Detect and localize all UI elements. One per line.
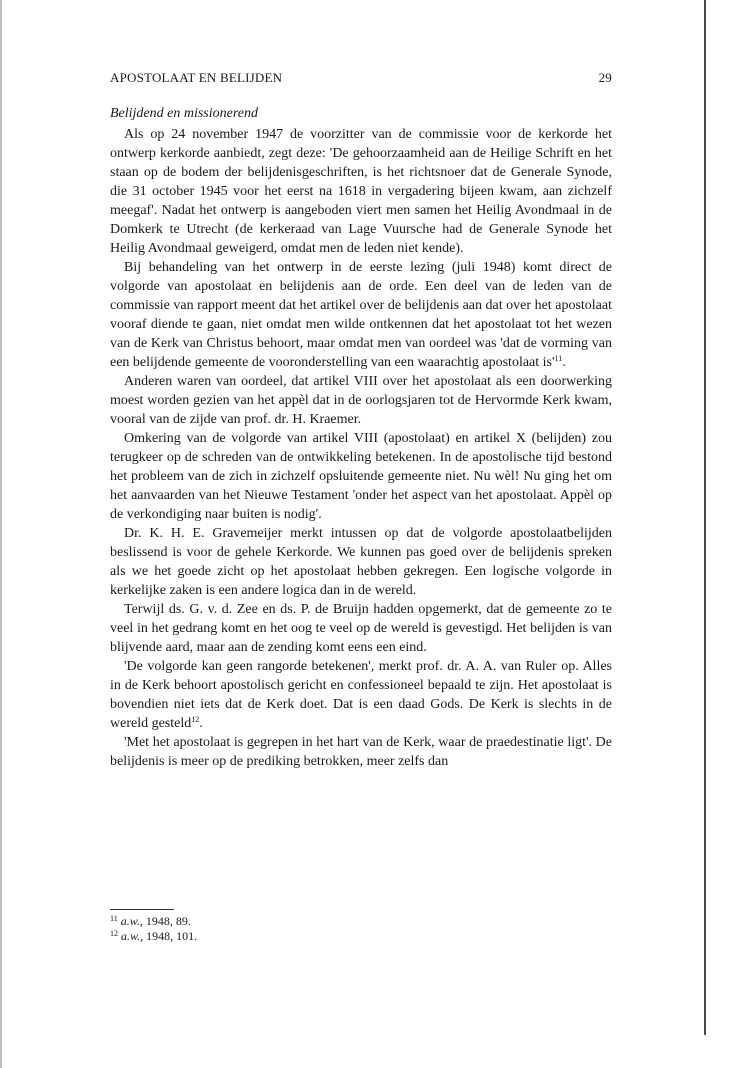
- footnote-12: [110, 929, 410, 944]
- paragraph-text: 'Met het apostolaat is gegrepen in het hart van de Kerk, waar de praedestinatie ligt'. De belijdenis is meer op de prediking betrokken, meer zelfs dan: [110, 735, 612, 769]
- paragraph-2: [110, 258, 612, 372]
- paragraph-text: Bij behandeling van het ontwerp in de eerste lezing (juli 1948) komt direct de volgorde van apostolaat en belijdenis aan de orde. Een deel van de leden van de commissie van rapport meent dat het artikel over de belijdenis aan dat over het apostolaat vooraf diende te gaan, niet omdat men wilde ontkennen dat het apostolaat tot het wezen van de Kerk van Christus behoort, maar omdat men van oordeel was 'dat de vorming van een belijdende gemeente de vooronderstelling van een waarachtig apostolaat is': [110, 260, 612, 370]
- paragraph-7: [110, 657, 612, 733]
- footnote-ref-12: 12: [191, 715, 200, 724]
- paragraph-text: Als op 24 november 1947 de voorzitter van de commissie voor de kerkorde het ontwerp kerkorde aanbiedt, zegt deze: 'De gehoorzaamheid aan de Heilige Schrift en het staan op de bodem der belijdenisgeschriften, is het richtsnoer dat de Generale Synode, die 31 october 1945 voor het eerst na 1618 in vergadering bijeen kwam, aan zichzelf meegaf'. Nadat het ontwerp is aangeboden viert men samen het Heilig Avondmaal in de Domkerk te Utrecht (de kerkeraad van Lage Vuursche had de Generale Synode het Heilig Avondmaal geweigerd, omdat men de leden niet kende).: [110, 127, 612, 256]
- running-head: [110, 70, 612, 86]
- body-text: [110, 104, 612, 771]
- running-title: APOSTOLAAT EN BELIJDEN: [110, 70, 283, 85]
- footnote-detail: 1948, 89.: [145, 914, 191, 928]
- footnote-number: 12: [110, 929, 118, 938]
- paragraph-8: [110, 733, 612, 771]
- footnote-number: 11: [110, 914, 118, 923]
- paragraph-3: [110, 372, 612, 429]
- paragraph-text: Anderen waren van oordeel, dat artikel VIII over het apostolaat als een doorwerking moest worden gezien van het appèl dat in de oorlogsjaren tot de Hervormde Kerk kwam, vooral van de zijde van prof. dr. H. Kraemer.: [110, 374, 612, 427]
- paragraph-1: [110, 125, 612, 258]
- paragraph-text: 'De volgorde kan geen rangorde betekenen', merkt prof. dr. A. A. van Ruler op. Alles in de Kerk behoort apostolisch gericht en confessioneel bepaald te zijn. Het apostolaat is bovendien niet iets dat de Kerk doet. Dat is een daad Gods. De Kerk is slechts in de wereld gesteld: [110, 659, 612, 731]
- footnotes: [110, 914, 410, 944]
- footnote-ref-11: 11: [554, 354, 563, 363]
- footnote-source: a.w.,: [120, 914, 143, 928]
- section-heading: Belijdend en missionerend: [110, 106, 259, 121]
- footnote-divider: [110, 909, 174, 910]
- paragraph-4: [110, 429, 612, 524]
- footnote-detail: 1948, 101.: [146, 929, 198, 943]
- page-number: 29: [598, 70, 612, 85]
- paragraph-end: .: [199, 716, 203, 731]
- paragraph-text: Terwijl ds. G. v. d. Zee en ds. P. de Bruijn hadden opgemerkt, dat de gemeente zo te veel in het gedrang komt en het oog te veel op de wereld is gevestigd. Het belijden is van blijvende aard, maar aan de zending komt eens een eind.: [110, 602, 612, 655]
- paragraph-end: .: [562, 355, 566, 370]
- scan-left-edge: [0, 0, 2, 1068]
- footnote-11: [110, 914, 410, 929]
- paragraph-6: [110, 600, 612, 657]
- paragraph-5: [110, 524, 612, 600]
- paragraph-text: Omkering van de volgorde van artikel VIII (apostolaat) en artikel X (belijden) zou terugkeer op de schreden van de ontwikkeling betekenen. In de apostolische tijd bestond het probleem van de zich in zichzelf opsluitende gemeente niet. Nu wèl! Nu ging het om het aanvaarden van het Nieuwe Testament 'onder het aspect van het apostolaat. Appèl op de verkondiging naar buiten is nodig'.: [110, 431, 612, 522]
- paragraph-text: Dr. K. H. E. Gravemeijer merkt intussen op dat de volgorde apostolaatbelijden beslissend is voor de gehele Kerkorde. We kunnen pas goed over de belijdenis spreken als we het goede zicht op het apostolaat hebben gekregen. Een logische volgorde in kerkelijke zaken is een andere logica dan in de wereld.: [110, 526, 612, 598]
- scan-right-edge: [704, 0, 706, 1035]
- footnote-source: a.w.,: [121, 929, 144, 943]
